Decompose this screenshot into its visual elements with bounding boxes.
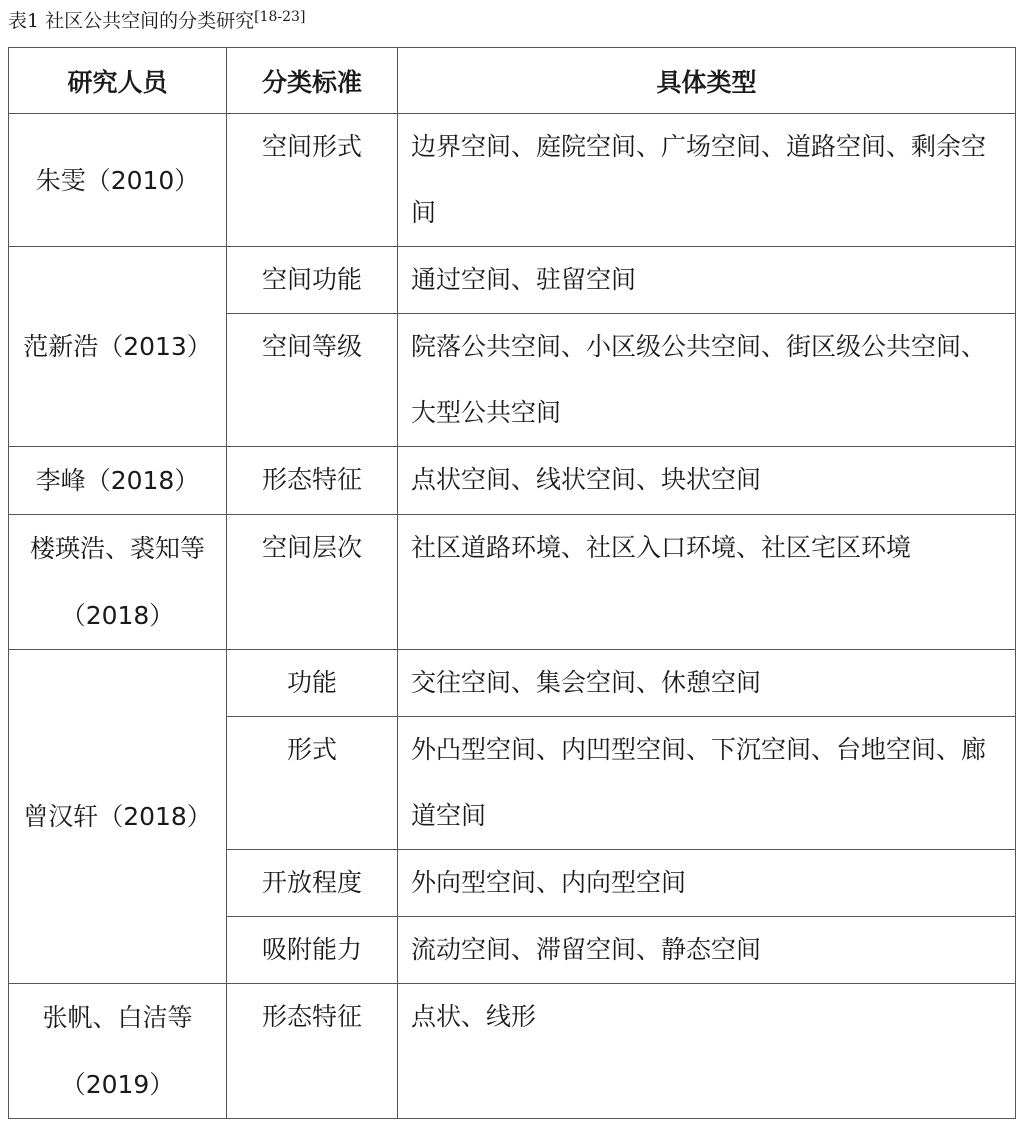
header-types: 具体类型 [398, 48, 1016, 114]
researcher-cell: 曾汉轩（2018） [9, 650, 227, 984]
types-cell: 边界空间、庭院空间、广场空间、道路空间、剩余空间 [398, 114, 1016, 247]
criterion-cell: 空间层次 [227, 515, 398, 650]
criterion-cell: 形态特征 [227, 984, 398, 1119]
types-cell: 点状空间、线状空间、块状空间 [398, 447, 1016, 515]
researcher-cell: 楼瑛浩、裘知等（2018） [9, 515, 227, 650]
types-cell: 社区道路环境、社区入口环境、社区宅区环境 [398, 515, 1016, 650]
header-row [9, 48, 1016, 114]
types-cell: 交往空间、集会空间、休憩空间 [398, 650, 1016, 717]
criterion-cell: 空间等级 [227, 314, 398, 447]
researcher-cell: 张帆、白洁等（2019） [9, 984, 227, 1119]
criterion-cell: 吸附能力 [227, 917, 398, 984]
table-row [9, 114, 1016, 247]
table-caption [8, 2, 305, 36]
table-row [9, 650, 1016, 717]
table-row [9, 984, 1016, 1119]
types-cell: 点状、线形 [398, 984, 1016, 1119]
criterion-cell: 开放程度 [227, 850, 398, 917]
caption-title: 表1 社区公共空间的分类研究 [8, 10, 255, 32]
caption-refs: [18-23] [254, 9, 306, 25]
table-row [9, 247, 1016, 314]
header-criterion: 分类标准 [227, 48, 398, 114]
types-cell: 外凸型空间、内凹型空间、下沉空间、台地空间、廊道空间 [398, 717, 1016, 850]
researcher-cell: 李峰（2018） [9, 447, 227, 515]
criterion-cell: 空间形式 [227, 114, 398, 247]
types-cell: 外向型空间、内向型空间 [398, 850, 1016, 917]
types-cell: 流动空间、滞留空间、静态空间 [398, 917, 1016, 984]
table-row [9, 515, 1016, 650]
researcher-cell: 范新浩（2013） [9, 247, 227, 447]
criterion-cell: 空间功能 [227, 247, 398, 314]
criterion-cell: 功能 [227, 650, 398, 717]
criterion-cell: 形式 [227, 717, 398, 850]
types-cell: 通过空间、驻留空间 [398, 247, 1016, 314]
researcher-cell: 朱雯（2010） [9, 114, 227, 247]
classification-table [8, 47, 1016, 1119]
types-cell: 院落公共空间、小区级公共空间、街区级公共空间、大型公共空间 [398, 314, 1016, 447]
criterion-cell: 形态特征 [227, 447, 398, 515]
table-row [9, 447, 1016, 515]
header-researcher: 研究人员 [9, 48, 227, 114]
